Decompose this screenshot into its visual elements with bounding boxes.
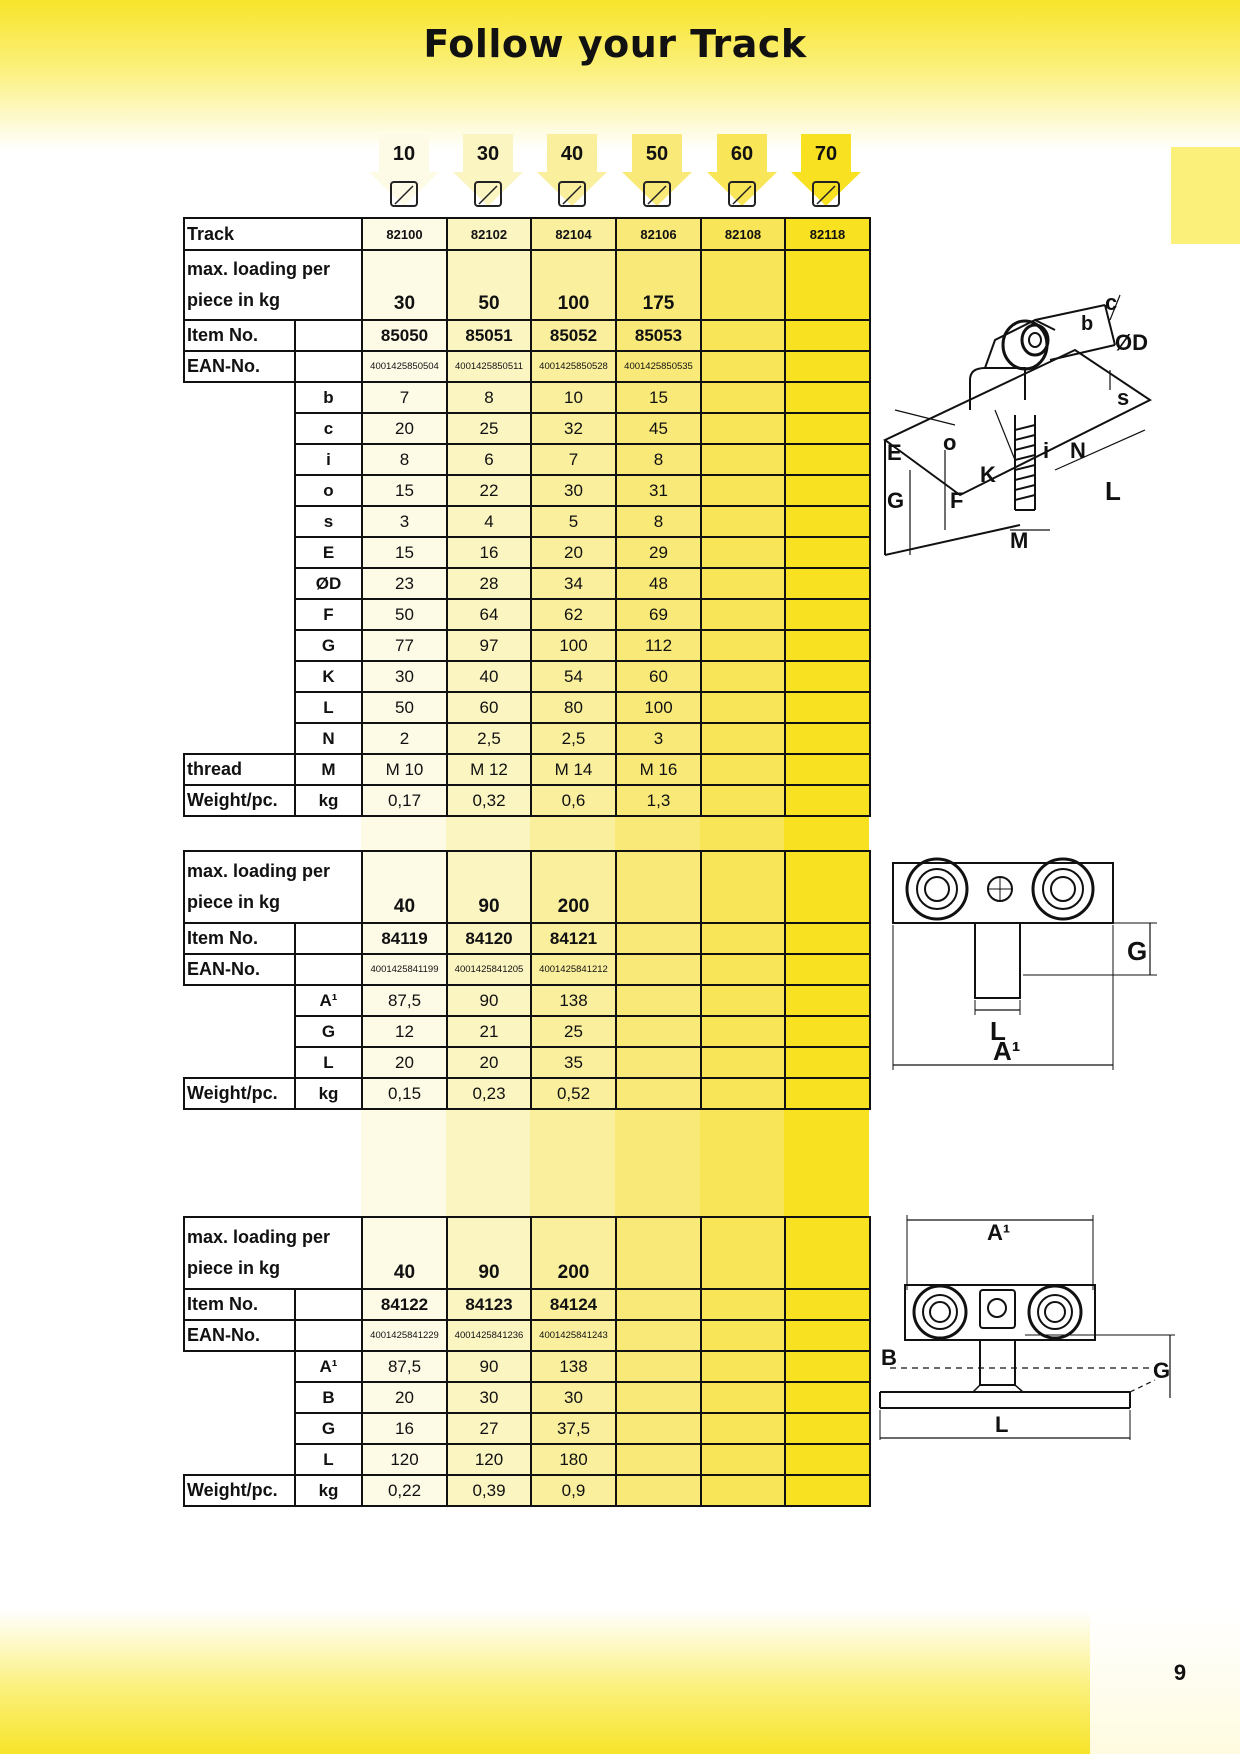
trolley-drawing-1 bbox=[875, 290, 1165, 570]
item-number bbox=[701, 320, 785, 351]
dimension-value: 60 bbox=[616, 661, 701, 692]
dimension-value: 25 bbox=[447, 413, 531, 444]
table-row bbox=[184, 351, 870, 382]
load-value: 200 bbox=[531, 1217, 616, 1289]
dim-label-e: E bbox=[887, 440, 902, 465]
dimension-value: 32 bbox=[531, 413, 616, 444]
dimension-symbol: A¹ bbox=[295, 985, 362, 1016]
dimension-symbol: K bbox=[295, 661, 362, 692]
table-row bbox=[184, 250, 870, 320]
weight-unit: kg bbox=[295, 1475, 362, 1506]
table-row bbox=[184, 444, 870, 475]
table-row bbox=[184, 754, 870, 785]
table-row bbox=[184, 568, 870, 599]
table-row bbox=[184, 954, 870, 985]
dimension-value: 27 bbox=[447, 1413, 531, 1444]
dimension-symbol: ØD bbox=[295, 568, 362, 599]
dimension-value: 28 bbox=[447, 568, 531, 599]
item-label: Item No. bbox=[184, 923, 295, 954]
ean-number bbox=[785, 351, 870, 382]
dimension-value: 7 bbox=[362, 382, 447, 413]
dimension-value: 15 bbox=[362, 475, 447, 506]
dimension-symbol: B bbox=[295, 1382, 362, 1413]
weight-value: 0,39 bbox=[447, 1475, 531, 1506]
dim-label-i: i bbox=[1043, 438, 1050, 463]
table-row bbox=[184, 692, 870, 723]
ean-number: 4001425841212 bbox=[531, 954, 616, 985]
dim-label-o: o bbox=[943, 430, 957, 455]
table-row bbox=[184, 1351, 870, 1382]
dimension-value: 50 bbox=[362, 599, 447, 630]
dimension-value: 3 bbox=[616, 723, 701, 754]
spec-table-3 bbox=[183, 1216, 871, 1507]
dimension-value: 97 bbox=[447, 630, 531, 661]
load-label-line-2: piece in kg bbox=[187, 290, 281, 310]
ean-label: EAN-No. bbox=[184, 1320, 295, 1351]
ean-number: 4001425850535 bbox=[616, 351, 701, 382]
weight-value: 0,22 bbox=[362, 1475, 447, 1506]
dimension-value: 87,5 bbox=[362, 985, 447, 1016]
dimension-value: 30 bbox=[362, 661, 447, 692]
dim-label-c: c bbox=[1105, 290, 1118, 315]
load-label-line-1: max. loading per bbox=[187, 1227, 331, 1247]
dimension-value: 34 bbox=[531, 568, 616, 599]
load-value: 40 bbox=[362, 851, 447, 923]
ean-number bbox=[701, 351, 785, 382]
dimension-value: 54 bbox=[531, 661, 616, 692]
column-header-30 bbox=[453, 134, 523, 228]
load-value: 30 bbox=[362, 250, 447, 320]
ean-label: EAN-No. bbox=[184, 954, 295, 985]
weight-value: 0,9 bbox=[531, 1475, 616, 1506]
column-header-10 bbox=[369, 134, 439, 228]
dimension-symbol: E bbox=[295, 537, 362, 568]
dimension-symbol: s bbox=[295, 506, 362, 537]
column-number: 30 bbox=[463, 134, 513, 174]
dimension-value: 21 bbox=[447, 1016, 531, 1047]
dimension-value: 30 bbox=[531, 475, 616, 506]
load-value: 200 bbox=[531, 851, 616, 923]
dim-label-g: G bbox=[1127, 936, 1148, 966]
table-row bbox=[184, 1047, 870, 1078]
item-label: Item No. bbox=[184, 1289, 295, 1320]
dimension-symbol: G bbox=[295, 1413, 362, 1444]
dimension-symbol: G bbox=[295, 630, 362, 661]
column-header-40 bbox=[537, 134, 607, 228]
dimension-symbol: N bbox=[295, 723, 362, 754]
dimension-value: 40 bbox=[447, 661, 531, 692]
dimension-value: 20 bbox=[362, 413, 447, 444]
dimension-value: 8 bbox=[616, 444, 701, 475]
item-number bbox=[785, 320, 870, 351]
dimension-value: 4 bbox=[447, 506, 531, 537]
dimension-value: 6 bbox=[447, 444, 531, 475]
blank-cell bbox=[295, 320, 362, 351]
table-row bbox=[184, 1444, 870, 1475]
column-header-60 bbox=[707, 134, 777, 228]
item-number: 84119 bbox=[362, 923, 447, 954]
dimension-value: 31 bbox=[616, 475, 701, 506]
weight-label: Weight/pc. bbox=[184, 1475, 295, 1506]
dim-label-m: M bbox=[1010, 528, 1029, 553]
load-value bbox=[701, 250, 785, 320]
dimension-value: 80 bbox=[531, 692, 616, 723]
column-number: 60 bbox=[717, 134, 767, 174]
dimension-symbol: L bbox=[295, 1047, 362, 1078]
item-number: 85052 bbox=[531, 320, 616, 351]
load-label bbox=[184, 1217, 362, 1289]
dimension-value: 16 bbox=[447, 537, 531, 568]
dimension-value: 90 bbox=[447, 1351, 531, 1382]
dimension-value: 64 bbox=[447, 599, 531, 630]
item-number: 85053 bbox=[616, 320, 701, 351]
table-row bbox=[184, 1078, 870, 1109]
dimension-value: 15 bbox=[362, 537, 447, 568]
spec-table-1 bbox=[183, 217, 871, 817]
dimension-symbol: F bbox=[295, 599, 362, 630]
ean-number: 4001425841229 bbox=[362, 1320, 447, 1351]
load-label-line-1: max. loading per bbox=[187, 861, 331, 881]
dimension-value: 120 bbox=[447, 1444, 531, 1475]
table-row bbox=[184, 599, 870, 630]
dimension-value: 29 bbox=[616, 537, 701, 568]
dimension-value: 35 bbox=[531, 1047, 616, 1078]
track-label: Track bbox=[184, 218, 362, 250]
table-row bbox=[184, 851, 870, 923]
dim-label-d: ØD bbox=[1115, 330, 1148, 355]
weight-label: Weight/pc. bbox=[184, 1078, 295, 1109]
load-value: 175 bbox=[616, 250, 701, 320]
track-number: 82106 bbox=[616, 218, 701, 250]
dimension-value: 3 bbox=[362, 506, 447, 537]
dimension-symbol: i bbox=[295, 444, 362, 475]
dim-label-a1: A¹ bbox=[987, 1220, 1011, 1245]
table-row bbox=[184, 320, 870, 351]
body-outline bbox=[905, 1285, 1095, 1340]
trolley-drawing-3 bbox=[875, 1210, 1175, 1440]
table-row bbox=[184, 985, 870, 1016]
bottom-gradient-band bbox=[0, 1610, 1090, 1754]
page-number: 9 bbox=[1173, 1660, 1187, 1685]
dimension-value: 15 bbox=[616, 382, 701, 413]
track-number: 82108 bbox=[701, 218, 785, 250]
dim-label-l: L bbox=[995, 1412, 1009, 1437]
track-number: 82102 bbox=[447, 218, 531, 250]
page-title: Follow your Track bbox=[423, 22, 807, 66]
table-row bbox=[184, 923, 870, 954]
dim-label-s: s bbox=[1117, 385, 1130, 410]
load-value: 50 bbox=[447, 250, 531, 320]
weight-label: Weight/pc. bbox=[184, 785, 295, 816]
dim-label-n: N bbox=[1070, 438, 1086, 463]
item-number: 84120 bbox=[447, 923, 531, 954]
item-number: 84123 bbox=[447, 1289, 531, 1320]
table-row bbox=[184, 382, 870, 413]
dimension-value: 100 bbox=[531, 630, 616, 661]
column-number: 70 bbox=[801, 134, 851, 174]
dimension-symbol: G bbox=[295, 1016, 362, 1047]
load-label bbox=[184, 250, 362, 320]
table-row bbox=[184, 1413, 870, 1444]
dimension-value: 60 bbox=[447, 692, 531, 723]
dimension-value: 5 bbox=[531, 506, 616, 537]
load-value: 90 bbox=[447, 851, 531, 923]
dimension-value: 22 bbox=[447, 475, 531, 506]
thread-symbol: M bbox=[295, 754, 362, 785]
dimension-value: 10 bbox=[531, 382, 616, 413]
table-row bbox=[184, 506, 870, 537]
dimension-value: 62 bbox=[531, 599, 616, 630]
dimension-value: 90 bbox=[447, 985, 531, 1016]
dimension-value: 180 bbox=[531, 1444, 616, 1475]
ean-number: 4001425850528 bbox=[531, 351, 616, 382]
weight-value: 0,6 bbox=[531, 785, 616, 816]
table-row bbox=[184, 537, 870, 568]
column-number: 40 bbox=[547, 134, 597, 174]
dimension-symbol: L bbox=[295, 692, 362, 723]
dimension-value: 138 bbox=[531, 985, 616, 1016]
table-row bbox=[184, 1320, 870, 1351]
weight-unit: kg bbox=[295, 785, 362, 816]
spec-table-2 bbox=[183, 850, 871, 1110]
dimension-value: 23 bbox=[362, 568, 447, 599]
load-label-line-1: max. loading per bbox=[187, 259, 331, 279]
item-number: 85051 bbox=[447, 320, 531, 351]
load-value: 90 bbox=[447, 1217, 531, 1289]
dimension-value: 20 bbox=[362, 1047, 447, 1078]
weight-value: 0,17 bbox=[362, 785, 447, 816]
dimension-value: 30 bbox=[531, 1382, 616, 1413]
dimension-value: 12 bbox=[362, 1016, 447, 1047]
ean-number: 4001425841236 bbox=[447, 1320, 531, 1351]
dimension-symbol: L bbox=[295, 1444, 362, 1475]
item-number: 84121 bbox=[531, 923, 616, 954]
column-header-50 bbox=[622, 134, 692, 228]
column-header-70 bbox=[791, 134, 861, 228]
dimension-value: 48 bbox=[616, 568, 701, 599]
dim-label-g: G bbox=[1153, 1358, 1171, 1383]
dim-label-l: L bbox=[1105, 476, 1121, 506]
column-number: 10 bbox=[379, 134, 429, 174]
track-number: 82118 bbox=[785, 218, 870, 250]
ean-number: 4001425850511 bbox=[447, 351, 531, 382]
side-tab bbox=[1171, 147, 1240, 244]
table-row bbox=[184, 413, 870, 444]
blank-cell bbox=[295, 351, 362, 382]
dimension-value: 2 bbox=[362, 723, 447, 754]
load-value: 100 bbox=[531, 250, 616, 320]
dimension-symbol: o bbox=[295, 475, 362, 506]
ean-number: 4001425841205 bbox=[447, 954, 531, 985]
dimension-value: 20 bbox=[362, 1382, 447, 1413]
dimension-value: 50 bbox=[362, 692, 447, 723]
dimension-value: 30 bbox=[447, 1382, 531, 1413]
weight-value: 0,23 bbox=[447, 1078, 531, 1109]
dim-label-l: L bbox=[990, 1016, 1006, 1046]
load-label-line-2: piece in kg bbox=[187, 892, 281, 912]
table-row bbox=[184, 1382, 870, 1413]
item-number: 85050 bbox=[362, 320, 447, 351]
dimension-value: 138 bbox=[531, 1351, 616, 1382]
trolley-drawing-2 bbox=[885, 855, 1165, 1090]
weight-value: 0,52 bbox=[531, 1078, 616, 1109]
dimension-symbol: A¹ bbox=[295, 1351, 362, 1382]
weight-value: 0,15 bbox=[362, 1078, 447, 1109]
table-row bbox=[184, 723, 870, 754]
table-row bbox=[184, 630, 870, 661]
table-row bbox=[184, 1217, 870, 1289]
dimension-value: 100 bbox=[616, 692, 701, 723]
dimension-value: 87,5 bbox=[362, 1351, 447, 1382]
dimension-value: 8 bbox=[447, 382, 531, 413]
load-label-line-2: piece in kg bbox=[187, 1258, 281, 1278]
table-row bbox=[184, 1289, 870, 1320]
dimension-value: 45 bbox=[616, 413, 701, 444]
thread-value: M 10 bbox=[362, 754, 447, 785]
dimension-value: 69 bbox=[616, 599, 701, 630]
dimension-value: 20 bbox=[531, 537, 616, 568]
item-label: Item No. bbox=[184, 320, 295, 351]
table-row bbox=[184, 785, 870, 816]
ean-label: EAN-No. bbox=[184, 351, 295, 382]
dimension-value: 16 bbox=[362, 1413, 447, 1444]
load-value: 40 bbox=[362, 1217, 447, 1289]
dim-label-b: B bbox=[881, 1345, 897, 1370]
dimension-value: 2,5 bbox=[447, 723, 531, 754]
ean-number: 4001425841199 bbox=[362, 954, 447, 985]
dim-label-f: F bbox=[950, 488, 964, 513]
table-row bbox=[184, 1475, 870, 1506]
dimension-symbol: b bbox=[295, 382, 362, 413]
thread-value: M 14 bbox=[531, 754, 616, 785]
track-number: 82100 bbox=[362, 218, 447, 250]
thread-label: thread bbox=[184, 754, 295, 785]
dimension-value: 7 bbox=[531, 444, 616, 475]
dimension-value: 112 bbox=[616, 630, 701, 661]
dimension-value: 8 bbox=[616, 506, 701, 537]
weight-value: 1,3 bbox=[616, 785, 701, 816]
ean-number: 4001425841243 bbox=[531, 1320, 616, 1351]
dim-label-k: K bbox=[980, 462, 996, 487]
dim-label-a1: A¹ bbox=[993, 1036, 1021, 1066]
item-number: 84122 bbox=[362, 1289, 447, 1320]
dimension-symbol: c bbox=[295, 413, 362, 444]
dimension-value: 77 bbox=[362, 630, 447, 661]
column-number: 50 bbox=[632, 134, 682, 174]
dimension-value: 37,5 bbox=[531, 1413, 616, 1444]
dim-label-g: G bbox=[887, 488, 905, 513]
track-number: 82104 bbox=[531, 218, 616, 250]
item-number: 84124 bbox=[531, 1289, 616, 1320]
thread-value: M 16 bbox=[616, 754, 701, 785]
table-row bbox=[184, 661, 870, 692]
dim-label-b: b bbox=[1081, 313, 1094, 335]
table-row bbox=[184, 475, 870, 506]
load-label bbox=[184, 851, 362, 923]
weight-value: 0,32 bbox=[447, 785, 531, 816]
dimension-value: 8 bbox=[362, 444, 447, 475]
table-row bbox=[184, 218, 870, 250]
dimension-value: 120 bbox=[362, 1444, 447, 1475]
dimension-value: 20 bbox=[447, 1047, 531, 1078]
dimension-value: 25 bbox=[531, 1016, 616, 1047]
load-value bbox=[785, 250, 870, 320]
weight-unit: kg bbox=[295, 1078, 362, 1109]
dimension-value: 2,5 bbox=[531, 723, 616, 754]
thread-value: M 12 bbox=[447, 754, 531, 785]
table-row bbox=[184, 1016, 870, 1047]
ean-number: 4001425850504 bbox=[362, 351, 447, 382]
